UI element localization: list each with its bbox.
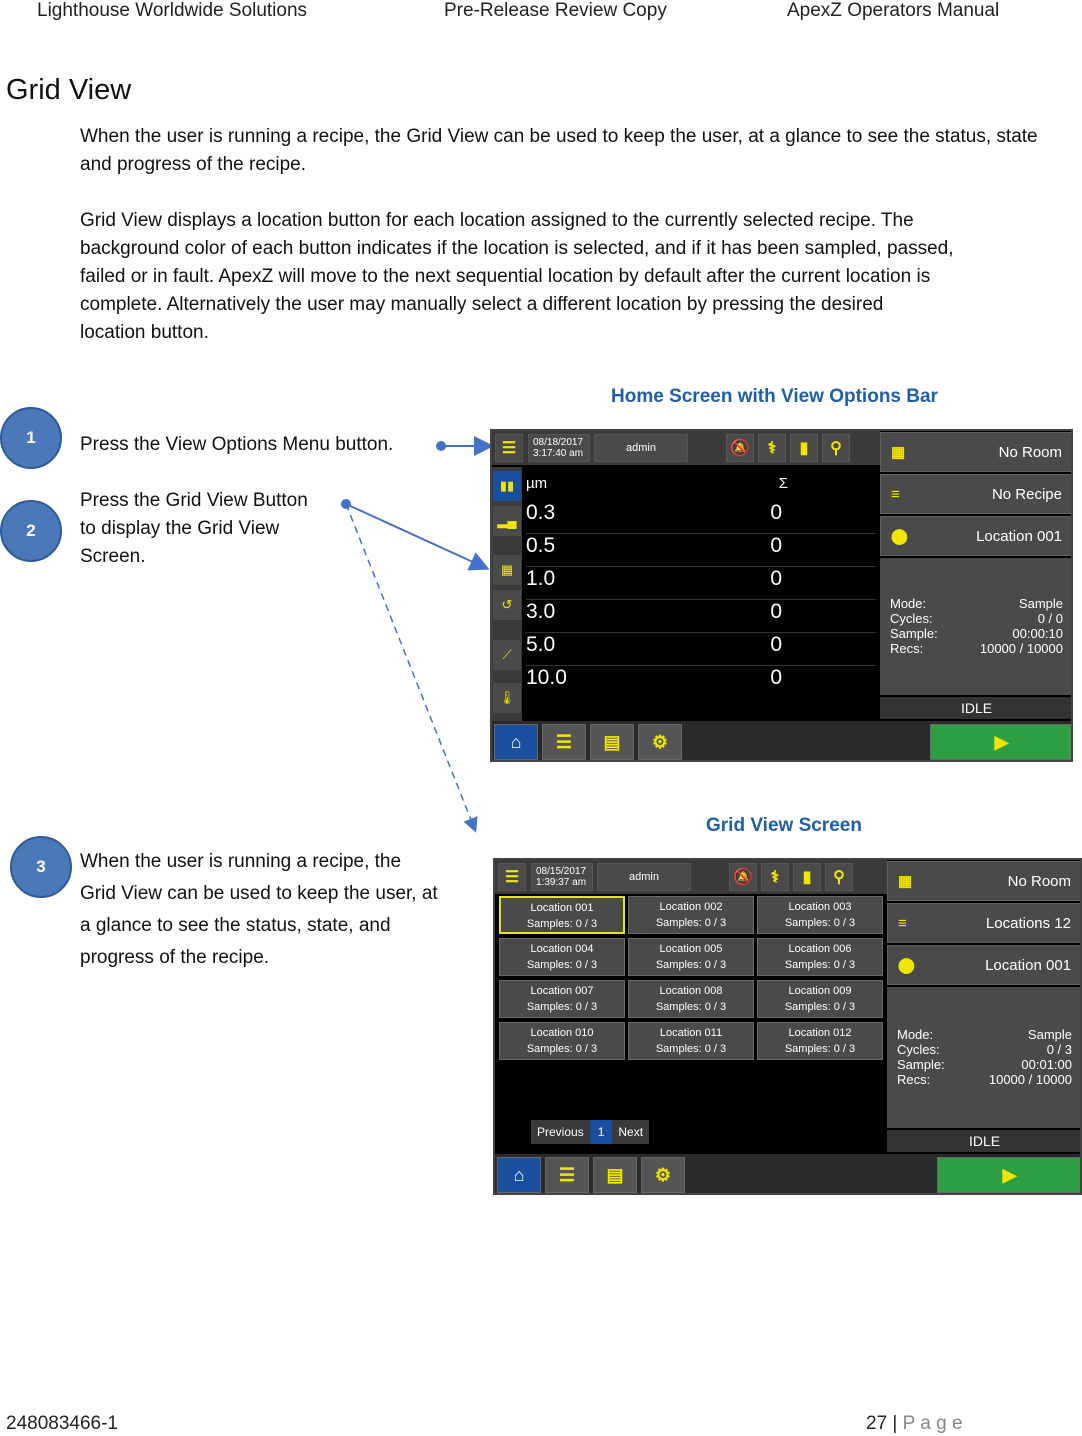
room-button[interactable] xyxy=(887,861,1082,901)
cell-name: Location 011 xyxy=(659,1027,723,1039)
location-label: Location 001 xyxy=(985,956,1071,974)
row-count: 0 xyxy=(770,567,782,590)
body-line: complete. Alternatively the user may manually select a different location by pressing the desired xyxy=(80,294,884,315)
flashlight-icon: ⚲ xyxy=(833,869,845,886)
row-count: 0 xyxy=(770,666,782,689)
user-button[interactable]: admin xyxy=(597,863,691,891)
next-button[interactable]: Next xyxy=(612,1120,649,1144)
step-badge-2: 2 xyxy=(0,500,62,562)
history-icon: ↺ xyxy=(501,597,513,612)
row-count: 0 xyxy=(770,501,782,524)
bar-chart-icon: ▂▄ xyxy=(497,513,517,528)
cell-name: Location 005 xyxy=(659,943,723,955)
row-size: 3.0 xyxy=(526,600,556,623)
step-3-line: Grid View can be used to keep the user, at xyxy=(80,883,438,904)
cell-samples: Samples: 0 / 3 xyxy=(784,1043,856,1055)
cell-samples: Samples: 0 / 3 xyxy=(784,1001,856,1013)
battery-icon: ▮ xyxy=(802,869,812,886)
grid-view-button[interactable] xyxy=(493,555,521,585)
home-screen xyxy=(490,429,1073,762)
battery-button[interactable] xyxy=(790,434,818,462)
status-idle: IDLE xyxy=(887,1130,1082,1152)
bar-chart-view-button[interactable] xyxy=(493,506,521,536)
cycles-label: Cycles: xyxy=(890,611,933,626)
cell-name: Location 012 xyxy=(788,1027,852,1039)
view-options-bar xyxy=(492,467,522,721)
location-cell-011[interactable] xyxy=(628,1022,754,1060)
page-separator: | xyxy=(887,1413,903,1434)
date: 08/15/2017 xyxy=(536,866,587,877)
sample-value: 00:01:00 xyxy=(1021,1057,1072,1072)
locations-count-label: Locations 12 xyxy=(985,914,1071,932)
cell-samples: Samples: 0 / 3 xyxy=(526,1043,598,1055)
cell-samples: Samples: 0 / 3 xyxy=(526,1001,598,1013)
time: 3:17:40 am xyxy=(533,448,584,459)
col-size-header: µm xyxy=(526,475,548,492)
location-cell-010[interactable] xyxy=(499,1022,625,1060)
step-3-line: a glance to see the status, state, and xyxy=(80,915,391,936)
mode-value: Sample xyxy=(1027,1027,1072,1042)
row-count: 0 xyxy=(770,633,782,656)
step-2-line: Press the Grid View Button xyxy=(80,490,308,511)
location-cell-002[interactable] xyxy=(628,896,754,934)
step-1-text: Press the View Options Menu button. xyxy=(80,434,394,455)
cell-name: Location 003 xyxy=(788,901,852,913)
row-size: 0.3 xyxy=(526,501,556,524)
footer-doc-number: 248083466-1 xyxy=(6,1413,118,1434)
sample-label: Sample: xyxy=(890,626,938,641)
page-number: 27 xyxy=(866,1413,888,1434)
list-button[interactable] xyxy=(542,724,586,760)
home-topbar xyxy=(492,431,880,465)
cell-samples: Samples: 0 / 3 xyxy=(526,918,598,930)
location-button[interactable] xyxy=(880,516,1073,556)
cell-name: Location 008 xyxy=(659,985,723,997)
caption-grid-screen: Grid View Screen xyxy=(706,815,862,836)
report-button[interactable] xyxy=(590,724,634,760)
cell-samples: Samples: 0 / 3 xyxy=(655,917,727,929)
datetime xyxy=(531,863,593,891)
body-line: background color of each button indicates if the location is selected, and if it has been sampled, passed, xyxy=(80,238,954,259)
step-3-line: progress of the recipe. xyxy=(80,947,270,968)
status-panel xyxy=(880,558,1073,695)
mode-value: Sample xyxy=(1018,596,1063,611)
location-cell-008[interactable] xyxy=(628,980,754,1018)
settings-button[interactable] xyxy=(638,724,682,760)
trend-view-button[interactable] xyxy=(493,640,521,670)
status-panel xyxy=(887,987,1082,1128)
flashlight-icon: ⚲ xyxy=(830,440,842,457)
cell-samples: Samples: 0 / 3 xyxy=(655,1043,727,1055)
row-size: 5.0 xyxy=(526,633,556,656)
body-line: Grid View displays a location button for each location assigned to the currently selected recipe. The xyxy=(80,210,914,231)
section-title: Grid View xyxy=(6,74,132,106)
document-icon: ▤ xyxy=(603,731,621,752)
row-size: 10.0 xyxy=(526,666,567,689)
sample-value: 00:00:10 xyxy=(1012,626,1063,641)
locations-count-button[interactable] xyxy=(887,903,1082,943)
step-2-line: to display the Grid View xyxy=(80,518,280,539)
table-header xyxy=(526,475,876,501)
play-icon: ▶ xyxy=(994,731,1009,752)
cell-samples: Samples: 0 / 3 xyxy=(526,959,598,971)
battery-button[interactable] xyxy=(793,863,821,891)
col-sum-header: Σ xyxy=(778,475,788,492)
pagination xyxy=(531,1120,649,1144)
recs-label: Recs: xyxy=(897,1072,931,1087)
user-button[interactable]: admin xyxy=(594,434,688,462)
building-icon: ▦ xyxy=(898,873,913,890)
recipe-icon: ≡ xyxy=(891,485,900,503)
step-2-line: Screen. xyxy=(80,546,146,567)
time: 1:39:37 am xyxy=(536,877,587,888)
grid-view-screen xyxy=(493,858,1082,1195)
service-button[interactable] xyxy=(758,434,786,462)
location-cell-003[interactable] xyxy=(757,896,883,934)
light-button[interactable] xyxy=(822,434,850,462)
cell-name: Location 007 xyxy=(530,985,594,997)
settings-button[interactable] xyxy=(641,1157,685,1193)
list-icon: ☰ xyxy=(555,731,573,752)
building-icon: ▦ xyxy=(891,444,906,461)
recs-value: 10000 / 10000 xyxy=(979,641,1063,656)
location-cell-001[interactable] xyxy=(499,896,625,934)
home-button[interactable] xyxy=(497,1157,541,1193)
bell-off-icon: 🔕 xyxy=(730,440,750,457)
cell-samples: Samples: 0 / 3 xyxy=(784,959,856,971)
table-row xyxy=(526,666,876,699)
room-label: No Room xyxy=(1007,872,1071,890)
cell-name: Location 010 xyxy=(530,1027,594,1039)
page-number[interactable]: 1 xyxy=(590,1120,613,1144)
date: 08/18/2017 xyxy=(533,437,584,448)
cell-name: Location 006 xyxy=(788,943,852,955)
particle-table xyxy=(526,475,876,699)
table-row xyxy=(526,567,876,600)
arrow-3-dashed xyxy=(346,504,475,830)
menu-icon: ☰ xyxy=(501,440,517,457)
header-right: ApexZ Operators Manual xyxy=(787,0,1000,21)
environment-view-button[interactable] xyxy=(493,683,521,713)
table-row xyxy=(526,501,876,534)
datetime xyxy=(528,434,590,462)
location-cell-005[interactable] xyxy=(628,938,754,976)
mode-label: Mode: xyxy=(897,1027,934,1042)
recipe-label: No Recipe xyxy=(991,485,1062,503)
pin-icon: ⬤ xyxy=(898,957,915,974)
cell-samples: Samples: 0 / 3 xyxy=(655,959,727,971)
bell-off-icon: 🔕 xyxy=(733,869,753,886)
status-idle: IDLE xyxy=(880,697,1073,719)
list-icon: ☰ xyxy=(558,1164,576,1185)
recs-value: 10000 / 10000 xyxy=(988,1072,1072,1087)
start-button[interactable] xyxy=(937,1157,1082,1193)
mode-label: Mode: xyxy=(890,596,927,611)
grid-topbar xyxy=(495,860,887,894)
document-icon: ▤ xyxy=(606,1164,624,1185)
location-cell-004[interactable] xyxy=(499,938,625,976)
list-button[interactable] xyxy=(545,1157,589,1193)
menu-icon: ☰ xyxy=(504,869,520,886)
cycles-value: 0 / 0 xyxy=(1037,611,1063,626)
cycles-label: Cycles: xyxy=(897,1042,940,1057)
thermometer-icon: 🌡 xyxy=(498,690,516,705)
start-button[interactable] xyxy=(930,724,1073,760)
alarm-button[interactable] xyxy=(726,434,754,462)
header-center: Pre-Release Review Copy xyxy=(444,0,667,21)
intro-paragraph: When the user is running a recipe, the Grid View can be used to keep the user, at a glance to see the status, state and progress of the recipe. xyxy=(80,126,1038,175)
report-button[interactable] xyxy=(593,1157,637,1193)
body-line: failed or in fault. ApexZ will move to the next sequential location by default after the current location is xyxy=(80,266,931,287)
table-row xyxy=(526,633,876,666)
battery-icon: ▮ xyxy=(799,440,809,457)
footer-page xyxy=(866,1413,963,1435)
gear-icon: ⚙ xyxy=(654,1164,672,1185)
recipe-icon: ≡ xyxy=(898,914,907,932)
previous-button[interactable]: Previous xyxy=(531,1120,590,1144)
sample-label: Sample: xyxy=(897,1057,945,1072)
arrow-2 xyxy=(346,504,486,568)
history-view-button[interactable] xyxy=(493,590,521,620)
step-badge-3: 3 xyxy=(10,836,72,898)
location-label: Location 001 xyxy=(976,527,1062,545)
table-row xyxy=(526,534,876,567)
light-button[interactable] xyxy=(825,863,853,891)
gear-icon: ⚙ xyxy=(651,731,669,752)
location-cell-006[interactable] xyxy=(757,938,883,976)
location-cell-007[interactable] xyxy=(499,980,625,1018)
view-options-menu-button[interactable] xyxy=(498,863,526,891)
row-size: 0.5 xyxy=(526,534,556,557)
location-cell-012[interactable] xyxy=(757,1022,883,1060)
line-chart-icon: ⟋ xyxy=(502,647,512,662)
step-badge-1: 1 xyxy=(0,407,62,469)
pin-icon: ⬤ xyxy=(891,528,908,545)
cell-name: Location 009 xyxy=(788,985,852,997)
header-left: Lighthouse Worldwide Solutions xyxy=(37,0,308,21)
home-icon: ⌂ xyxy=(513,1164,525,1185)
cell-name: Location 002 xyxy=(659,901,723,913)
room-button[interactable] xyxy=(880,432,1073,472)
table-row xyxy=(526,600,876,633)
column-view-button[interactable] xyxy=(493,471,521,501)
cell-name: Location 001 xyxy=(530,902,594,914)
service-button[interactable] xyxy=(761,863,789,891)
columns-icon: ▮▮ xyxy=(499,478,515,493)
cell-samples: Samples: 0 / 3 xyxy=(655,1001,727,1013)
grid-bottombar xyxy=(495,1154,1082,1194)
caption-home-screen: Home Screen with View Options Bar xyxy=(611,386,938,407)
home-icon: ⌂ xyxy=(510,731,522,752)
body-line: location button. xyxy=(80,322,209,343)
alarm-button[interactable] xyxy=(729,863,757,891)
cell-name: Location 004 xyxy=(530,943,594,955)
recipe-button[interactable] xyxy=(880,474,1073,514)
home-button[interactable] xyxy=(494,724,538,760)
stethoscope-icon: ⚕ xyxy=(770,869,780,886)
step-3-line: When the user is running a recipe, the xyxy=(80,851,402,872)
recs-label: Recs: xyxy=(890,641,924,656)
grid-icon: ▦ xyxy=(500,562,514,577)
cell-samples: Samples: 0 / 3 xyxy=(784,917,856,929)
home-bottombar xyxy=(492,721,1073,761)
stethoscope-icon: ⚕ xyxy=(767,440,777,457)
row-count: 0 xyxy=(770,534,782,557)
row-count: 0 xyxy=(770,600,782,623)
row-size: 1.0 xyxy=(526,567,556,590)
play-icon: ▶ xyxy=(1002,1164,1017,1185)
page-word: P a g e xyxy=(902,1413,963,1434)
cycles-value: 0 / 3 xyxy=(1046,1042,1072,1057)
location-button[interactable] xyxy=(887,945,1082,985)
room-label: No Room xyxy=(998,443,1062,461)
location-cell-009[interactable] xyxy=(757,980,883,1018)
view-options-menu-button[interactable] xyxy=(495,434,523,462)
